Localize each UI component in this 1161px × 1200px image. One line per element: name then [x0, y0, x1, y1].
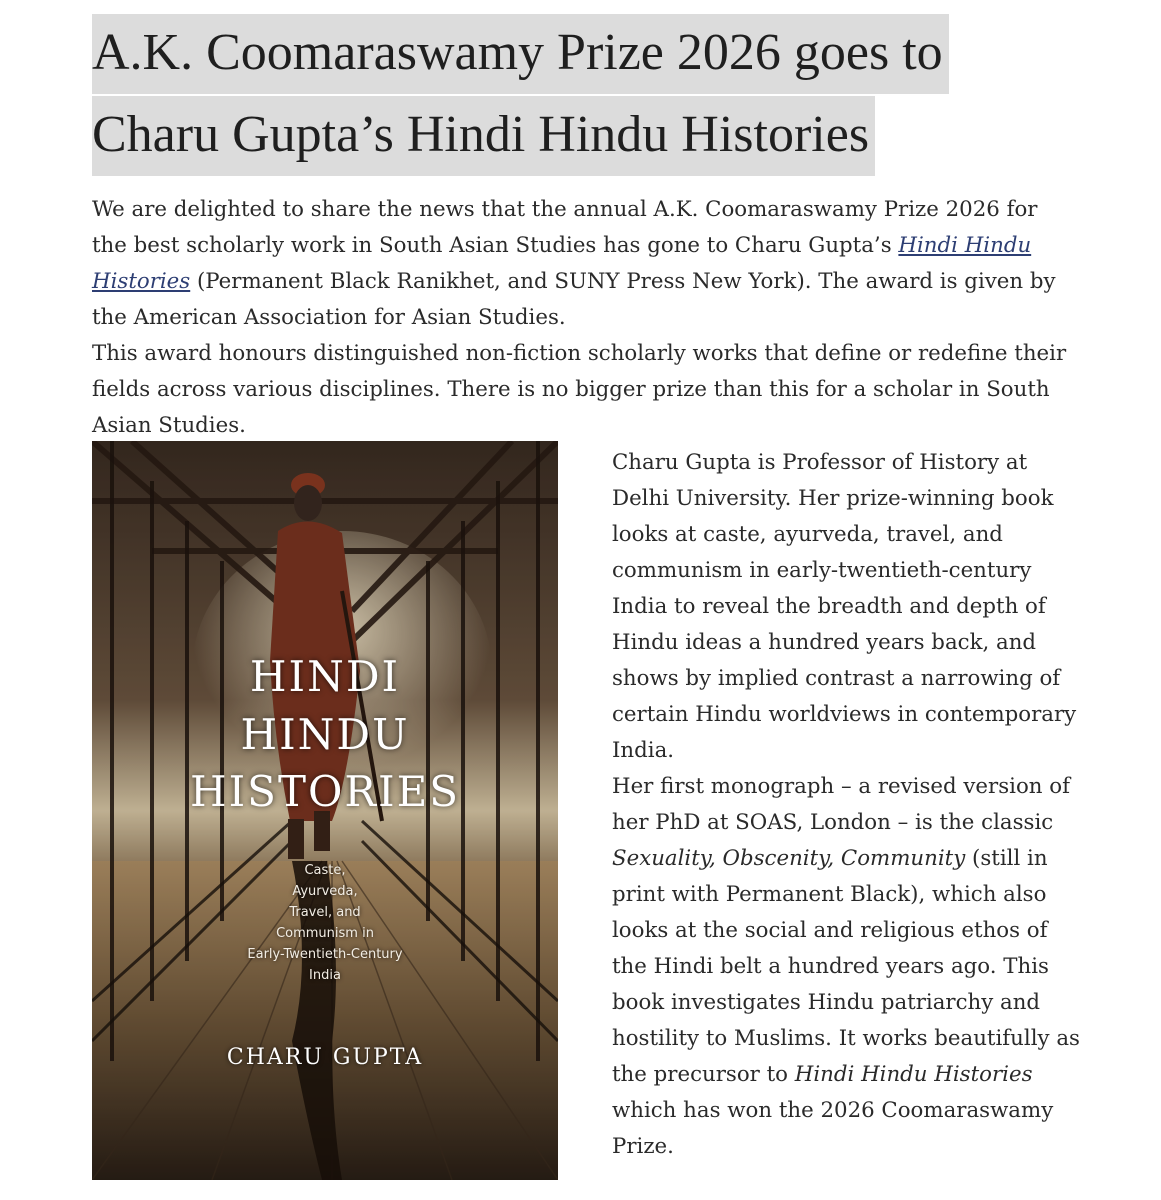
bio-text-1: Her first monograph – a revised version of her PhD at SOAS, London – is the classic	[612, 774, 1070, 835]
cover-subtitle-line-6: India	[309, 968, 341, 983]
intro-section	[92, 192, 1072, 444]
book-title-italic: Hindi Hindu Histories	[794, 1062, 1033, 1087]
bio-paragraph-2	[612, 769, 1082, 1165]
intro-text-1: We are delighted to share the news that the annual A.K. Coomaraswamy Prize 2026 for the best scholarly work in South Asian Studies has gone to Charu Gupta’s	[92, 197, 1038, 258]
book-cover-image	[92, 441, 558, 1180]
intro-paragraph-2: This award honours distinguished non-fiction scholarly works that define or redefine their fields across various disciplines. There is no bigger prize than this for a scholar in South Asian Studies.	[92, 341, 1067, 438]
intro-text-2: (Permanent Black Ranikhet, and SUNY Press New York). The award is given by the American Association for Asian Studies.	[92, 269, 1056, 330]
cover-subtitle-line-5: Early-Twentieth-Century	[247, 947, 403, 962]
cover-subtitle-line-4: Communism in	[276, 926, 374, 941]
article-title	[92, 14, 1052, 178]
cover-title-line-3: HISTORIES	[189, 767, 461, 816]
cover-subtitle-line-1: Caste,	[304, 863, 346, 878]
cover-title-line-1: HINDI	[249, 652, 401, 701]
title-line-2: Charu Gupta’s Hindi Hindu Histories	[92, 96, 875, 176]
cover-subtitle-line-3: Travel, and	[289, 905, 361, 920]
author-bio	[612, 445, 1082, 1165]
cover-author: CHARU GUPTA	[226, 1045, 424, 1070]
bio-text-3: which has won the 2026 Coomaraswamy Prize.	[612, 1098, 1054, 1159]
intro-paragraph-1	[92, 192, 1072, 336]
bio-paragraph-1: Charu Gupta is Professor of History at Delhi University. Her prize-winning book looks at caste, ayurveda, travel, and communism in early-twentieth-century India to reveal the breadth and depth of Hindu ideas a hundred years back, and shows by implied contrast a narrowing of certain Hindu worldviews in contemporary India.	[612, 450, 1077, 763]
title-line-1: A.K. Coomaraswamy Prize 2026 goes to	[92, 14, 949, 94]
monograph-title: Sexuality, Obscenity, Community	[612, 846, 966, 871]
bio-text-2: (still in print with Permanent Black), which also looks at the social and religious ethos of the Hindi belt a hundred years ago. This book investigates Hindu patriarchy and hostility to Muslims. It works beautifully as the precursor to	[612, 846, 1080, 1087]
cover-title-line-2: HINDU	[240, 710, 410, 759]
book-link[interactable]: Hindi Hindu Histories	[92, 233, 1032, 294]
cover-subtitle-line-2: Ayurveda,	[292, 884, 358, 899]
